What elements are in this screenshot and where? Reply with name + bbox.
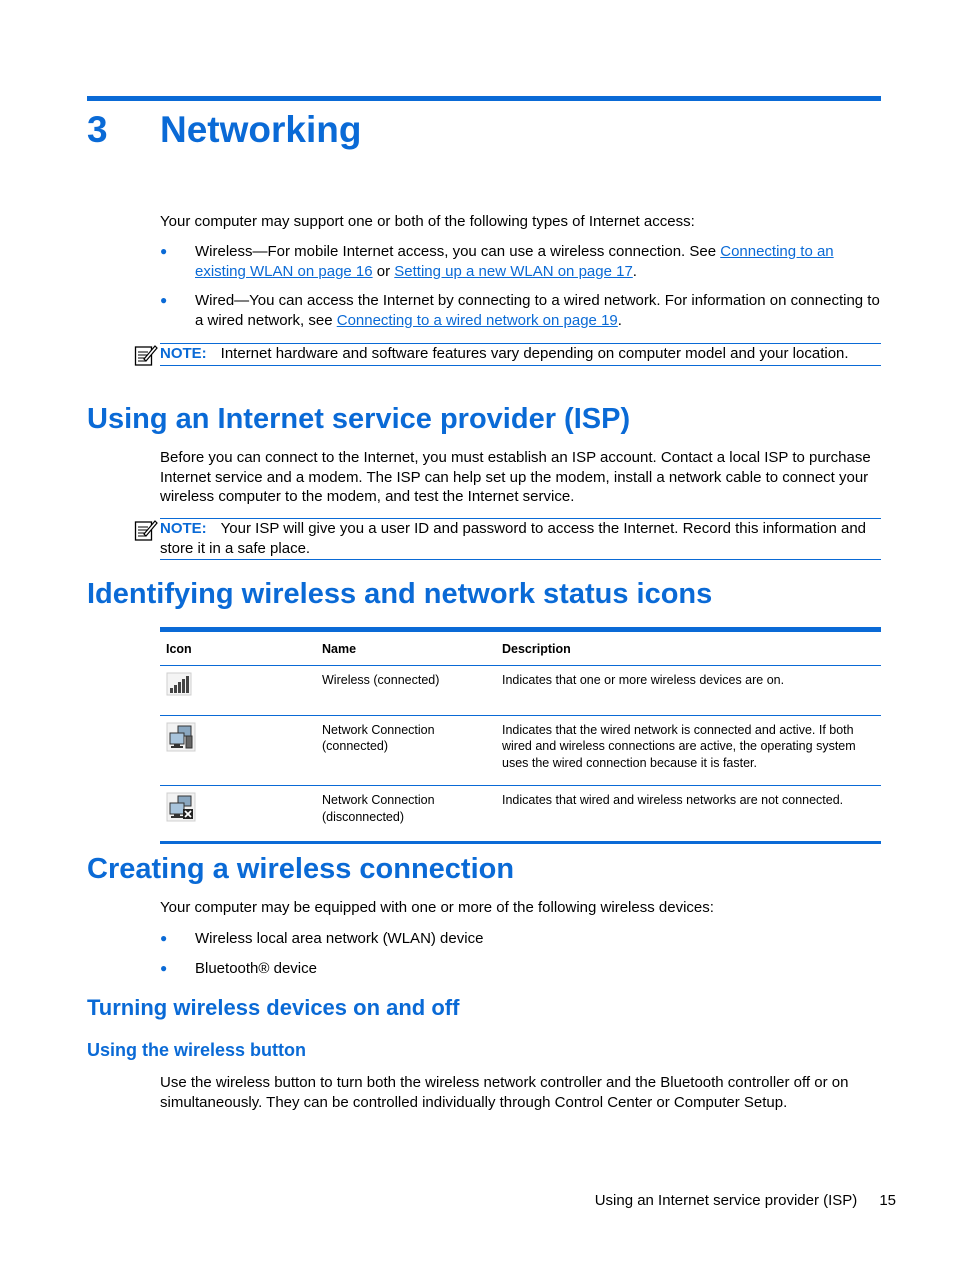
row-name: Network Connection (connected) xyxy=(316,715,496,786)
link-setting-up-new-wlan[interactable]: Setting up a new WLAN on page 17 xyxy=(394,262,633,280)
page-footer xyxy=(595,1191,896,1211)
heading-wireless-button: Using the wireless button xyxy=(87,1040,307,1060)
chapter-rule xyxy=(87,96,881,101)
table-row xyxy=(160,786,881,843)
list-item: ● Wireless local area network (WLAN) device xyxy=(160,930,484,947)
table-header-row xyxy=(160,630,881,666)
note-icon xyxy=(134,518,158,542)
note-box xyxy=(160,343,881,366)
row-name: Network Connection (disconnected) xyxy=(316,786,496,843)
wireless-button-paragraph: Use the wireless button to turn both the wireless network controller and the Bluetooth controller off or on simultaneously. They can be controlled individually through Control Center or Computer Setup. xyxy=(160,1074,849,1111)
intro-paragraph: Your computer may support one or both of the following types of Internet access: xyxy=(160,213,695,230)
footer-section: Using an Internet service provider (ISP) xyxy=(594,1192,858,1209)
table-row xyxy=(160,715,881,786)
bullet-icon: ● xyxy=(160,293,168,307)
heading-turning-wireless: Turning wireless devices on and off xyxy=(87,995,460,1020)
chapter-title xyxy=(87,106,361,154)
note-icon xyxy=(134,343,158,367)
row-description: Indicates that one or more wireless devices are on. xyxy=(496,666,881,716)
page-number: 15 xyxy=(879,1192,896,1209)
heading-isp: Using an Internet service provider (ISP) xyxy=(87,403,631,435)
bullet-icon: ● xyxy=(160,931,168,945)
note-box xyxy=(160,518,881,560)
bullet-icon: ● xyxy=(160,244,168,258)
wireless-intro-paragraph: Your computer may be equipped with one or more of the following wireless devices: xyxy=(160,899,714,916)
network-connected-icon xyxy=(166,722,196,752)
network-disconnected-icon xyxy=(166,792,196,822)
wireless-signal-icon xyxy=(166,672,192,696)
list-item: ● Wireless—For mobile Internet access, you can use a wireless connection. See Connecting to an existing WLAN on page 16 or Setting up a new WLAN on page 17. xyxy=(160,243,834,280)
row-name: Wireless (connected) xyxy=(316,666,496,716)
note-text: Your ISP will give you a user ID and password to access the Internet. Record this information and store it in a safe place. xyxy=(160,520,867,557)
row-description: Indicates that wired and wireless networks are not connected. xyxy=(496,786,881,843)
column-header-name: Name xyxy=(316,630,496,666)
column-header-description: Description xyxy=(496,630,881,666)
heading-wireless-connection: Creating a wireless connection xyxy=(87,853,515,885)
heading-status-icons: Identifying wireless and network status icons xyxy=(87,578,713,610)
status-icons-table xyxy=(160,627,881,844)
bullet-icon: ● xyxy=(160,961,168,975)
row-description: Indicates that the wired network is connected and active. If both wired and wireless connections are active, the operating system uses the wired connection because it is faster. xyxy=(496,715,881,786)
note-text: Internet hardware and software features vary depending on computer model and your location. xyxy=(220,345,849,362)
chapter-name: Networking xyxy=(160,109,362,150)
list-item: ● Bluetooth® device xyxy=(160,960,317,977)
note-label: NOTE: xyxy=(160,345,207,362)
link-connecting-wired-network[interactable]: Connecting to a wired network on page 19 xyxy=(336,311,618,329)
chapter-number: 3 xyxy=(87,109,108,150)
table-row xyxy=(160,666,881,716)
column-header-icon: Icon xyxy=(160,630,316,666)
list-item: ● Wired—You can access the Internet by connecting to a wired network. For information on connecting to a wired network, see Connecting to a wired network on page 19. xyxy=(160,292,880,329)
note-label: NOTE: xyxy=(160,520,207,537)
isp-paragraph: Before you can connect to the Internet, you must establish an ISP account. Contact a local ISP to purchase Internet service and a modem. The ISP can help set up the modem, install a network cable to connect your wireless computer to the modem, and test the Internet service. xyxy=(160,449,871,505)
link-connecting-existing-wlan[interactable]: Connecting to an existing WLAN on page 16 xyxy=(195,243,834,280)
